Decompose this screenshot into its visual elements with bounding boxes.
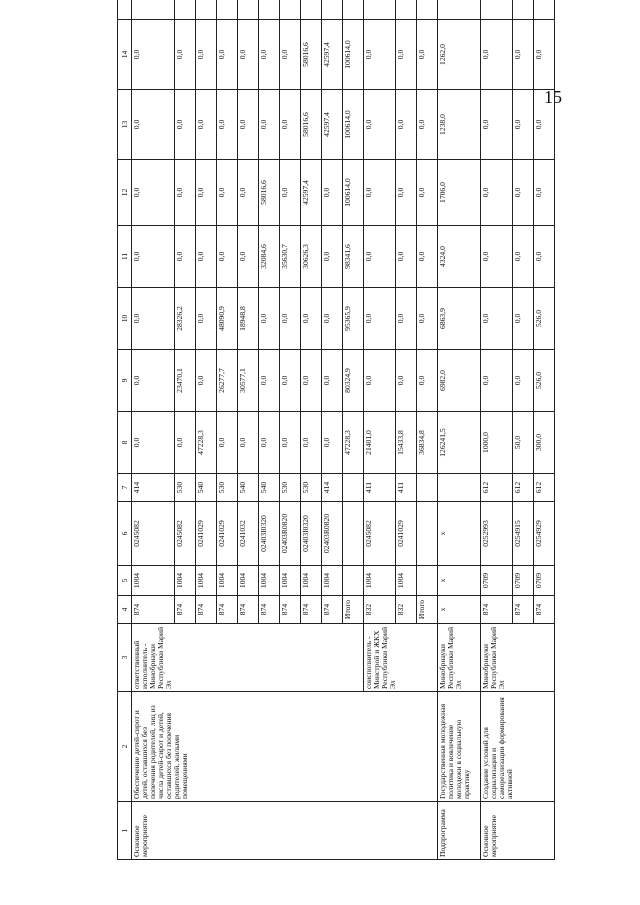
table-cell-col-4: 874	[259, 596, 280, 624]
table-cell-col-14: 0,0	[280, 20, 301, 90]
table-cell-col-8: 0,0	[238, 412, 259, 474]
table-cell-col-9: 0,0	[196, 350, 217, 412]
table-cell-col-4: Итого	[417, 596, 438, 624]
table-cell-col-4: 832	[396, 596, 417, 624]
table-cell-col-5: 1004	[396, 566, 417, 596]
table-cell-col-12: 0,0	[280, 160, 301, 226]
table-cell-col-5: 1004	[238, 566, 259, 596]
col-number-14: 14	[118, 20, 132, 90]
table-cell-col-7: 612	[534, 474, 555, 502]
table-cell-col-14: 0,0	[175, 20, 196, 90]
table-cell-col-7	[438, 474, 481, 502]
table-cell-col-15	[280, 0, 301, 20]
table-cell-col-6: x	[438, 502, 481, 566]
table-cell-col-15	[175, 0, 196, 20]
table-row	[438, 0, 481, 860]
table-cell-col-5: 0709	[513, 566, 534, 596]
table-cell-col-14: 58016,6	[301, 20, 322, 90]
table-cell-col-3: ответственный исполнитель - Минобрнауки Республики Марий Эл	[132, 624, 364, 692]
table-cell-col-6: 0252993	[481, 502, 513, 566]
table-cell-col-4: 874	[280, 596, 301, 624]
table-cell-col-15	[343, 0, 364, 20]
table-cell-col-5: 1004	[175, 566, 196, 596]
col-number-15	[118, 0, 132, 20]
table-cell-col-15	[132, 0, 175, 20]
table-cell-col-14: 100614,0	[343, 20, 364, 90]
table-cell-col-9: 0,0	[396, 350, 417, 412]
table-cell-col-15	[417, 0, 438, 20]
table-cell-col-3: Минобрнауки Республики Марий Эл	[481, 624, 555, 692]
table-cell-col-8: 50,0	[513, 412, 534, 474]
table-cell-col-1: Подпрограмма	[438, 802, 481, 860]
table-cell-col-11: 0,0	[481, 226, 513, 288]
table-cell-col-10: 95365,9	[343, 288, 364, 350]
table-cell-col-6: 0254915	[513, 502, 534, 566]
table-cell-col-11: 0,0	[238, 226, 259, 288]
table-cell-col-6: 0241032	[238, 502, 259, 566]
table-cell-col-4: x	[438, 596, 481, 624]
table-cell-col-4: Итого	[343, 596, 364, 624]
table-cell-col-13: 0,0	[132, 90, 175, 160]
table-cell-col-12: 0,0	[364, 160, 396, 226]
table-cell-col-6: 0241029	[196, 502, 217, 566]
table-row	[481, 0, 513, 860]
table-cell-col-4: 874	[217, 596, 238, 624]
table-cell-col-12: 1706,0	[438, 160, 481, 226]
table-cell-col-11: 0,0	[513, 226, 534, 288]
table-cell-col-13: 58016,6	[301, 90, 322, 160]
table-cell-col-5: 1004	[364, 566, 396, 596]
table-cell-col-11: 4324,0	[438, 226, 481, 288]
table-cell-col-10: 0,0	[301, 288, 322, 350]
table-cell-col-14: 42597,4	[322, 20, 343, 90]
table-cell-col-3: Минобрнауки Республики Марий Эл	[438, 624, 481, 692]
table-cell-col-6: 02403I0320	[301, 502, 322, 566]
table-cell-col-7	[417, 474, 438, 502]
table-cell-col-13: 0,0	[259, 90, 280, 160]
table-cell-col-12: 0,0	[175, 160, 196, 226]
table-cell-col-8: 300,0	[534, 412, 555, 474]
table-cell-col-11: 32084,6	[259, 226, 280, 288]
table-cell-col-10: 0,0	[259, 288, 280, 350]
table-cell-col-3: соисполнитель - Минстрой и ЖКХ Республики Марий Эл	[364, 624, 438, 692]
col-number-3: 3	[118, 624, 132, 692]
table-cell-col-8: 47228,3	[196, 412, 217, 474]
col-number-2: 2	[118, 692, 132, 802]
table-cell-col-9: 0,0	[301, 350, 322, 412]
table-cell-col-10: 0,0	[322, 288, 343, 350]
col-number-6: 6	[118, 502, 132, 566]
table-cell-col-10: 6863,9	[438, 288, 481, 350]
table-cell-col-13: 0,0	[513, 90, 534, 160]
table-cell-col-12: 58016,6	[259, 160, 280, 226]
table-cell-col-7: 530	[301, 474, 322, 502]
table-cell-col-15	[438, 0, 481, 20]
col-number-13: 13	[118, 90, 132, 160]
table-cell-col-12: 0,0	[196, 160, 217, 226]
table-cell-col-6: 02403R0820	[322, 502, 343, 566]
table-cell-col-6	[417, 502, 438, 566]
table-cell-col-7: 414	[322, 474, 343, 502]
table-cell-col-9: 0,0	[513, 350, 534, 412]
table-cell-col-5	[417, 566, 438, 596]
table-cell-col-5: x	[438, 566, 481, 596]
table-cell-col-7: 530	[280, 474, 301, 502]
table-cell-col-8: 1000,0	[481, 412, 513, 474]
table-cell-col-13: 0,0	[396, 90, 417, 160]
table-cell-col-10: 48090,9	[217, 288, 238, 350]
table-cell-col-9: 526,0	[534, 350, 555, 412]
table-cell-col-12: 100614,0	[343, 160, 364, 226]
table-cell-col-5: 1004	[280, 566, 301, 596]
table-cell-col-9: 0,0	[259, 350, 280, 412]
table-cell-col-5: 1004	[217, 566, 238, 596]
table-cell-col-10: 526,0	[534, 288, 555, 350]
table-cell-col-8: 0,0	[175, 412, 196, 474]
table-cell-col-4: 874	[175, 596, 196, 624]
table-cell-col-10: 0,0	[280, 288, 301, 350]
table-cell-col-4: 832	[364, 596, 396, 624]
table-cell-col-5: 1004	[259, 566, 280, 596]
table-cell-col-12: 0,0	[417, 160, 438, 226]
table-cell-col-15	[513, 0, 534, 20]
table-cell-col-7: 411	[364, 474, 396, 502]
table-cell-col-12: 0,0	[238, 160, 259, 226]
table-row	[132, 0, 175, 860]
table-cell-col-8: 0,0	[132, 412, 175, 474]
table-cell-col-15	[259, 0, 280, 20]
table-cell-col-6: 0245082	[175, 502, 196, 566]
table-cell-col-6: 02403I0320	[259, 502, 280, 566]
table-cell-col-8: 0,0	[301, 412, 322, 474]
table-cell-col-14: 0,0	[196, 20, 217, 90]
table-cell-col-15	[217, 0, 238, 20]
table-cell-col-10: 0,0	[396, 288, 417, 350]
table-cell-col-2: Обеспечение детей-сирот и детей, оставшихся без попечения родителей, лиц из числа детей-сирот и детей, оставшихся без попечения родителей, жилыми помещениями	[132, 692, 438, 802]
table-cell-col-8: 0,0	[217, 412, 238, 474]
table-cell-col-10: 0,0	[132, 288, 175, 350]
col-number-4: 4	[118, 596, 132, 624]
table-cell-col-10: 0,0	[513, 288, 534, 350]
table-cell-col-7: 530	[217, 474, 238, 502]
table-cell-col-9: 23470,1	[175, 350, 196, 412]
table-cell-col-12: 0,0	[132, 160, 175, 226]
table-cell-col-13: 0,0	[481, 90, 513, 160]
table-cell-col-12: 0,0	[534, 160, 555, 226]
table-cell-col-11: 0,0	[175, 226, 196, 288]
table-cell-col-5: 0709	[481, 566, 513, 596]
table-cell-col-11: 30626,3	[301, 226, 322, 288]
table-cell-col-9: 80324,9	[343, 350, 364, 412]
table-cell-col-4: 874	[301, 596, 322, 624]
budget-table	[117, 0, 555, 860]
table-cell-col-8: 21401,0	[364, 412, 396, 474]
table-cell-col-12: 0,0	[481, 160, 513, 226]
table-cell-col-4: 874	[238, 596, 259, 624]
table-cell-col-6: 0245082	[132, 502, 175, 566]
table-cell-col-4: 874	[196, 596, 217, 624]
table-cell-col-7: 540	[238, 474, 259, 502]
table-cell-col-12: 0,0	[396, 160, 417, 226]
table-cell-col-14: 0,0	[364, 20, 396, 90]
table-cell-col-15	[301, 0, 322, 20]
table-cell-col-13: 0,0	[238, 90, 259, 160]
table-cell-col-13: 0,0	[175, 90, 196, 160]
table-cell-col-11: 0,0	[196, 226, 217, 288]
table-cell-col-11: 0,0	[322, 226, 343, 288]
table-cell-col-2: Государственная молодежная политика и вовлечение молодежи в социальную практику	[438, 692, 481, 802]
table-cell-col-12: 42597,4	[301, 160, 322, 226]
rotated-table-sheet	[117, 0, 543, 860]
table-cell-col-13: 0,0	[280, 90, 301, 160]
table-cell-col-13: 1238,0	[438, 90, 481, 160]
col-number-11: 11	[118, 226, 132, 288]
table-cell-col-15	[238, 0, 259, 20]
col-number-7: 7	[118, 474, 132, 502]
col-number-1: 1	[118, 802, 132, 860]
col-number-9: 9	[118, 350, 132, 412]
table-cell-col-15	[322, 0, 343, 20]
table-cell-col-9: 0,0	[417, 350, 438, 412]
table-cell-col-10: 28326,2	[175, 288, 196, 350]
table-cell-col-14: 0,0	[238, 20, 259, 90]
table-cell-col-5: 0709	[534, 566, 555, 596]
table-cell-col-11: 0,0	[534, 226, 555, 288]
table-cell-col-9: 0,0	[132, 350, 175, 412]
table-cell-col-13: 0,0	[217, 90, 238, 160]
table-cell-col-8: 0,0	[322, 412, 343, 474]
table-cell-col-13: 42597,4	[322, 90, 343, 160]
table-cell-col-5: 1004	[322, 566, 343, 596]
col-number-5: 5	[118, 566, 132, 596]
table-cell-col-14: 0,0	[396, 20, 417, 90]
table-cell-col-6: 0254929	[534, 502, 555, 566]
table-cell-col-6: 0241029	[217, 502, 238, 566]
table-cell-col-14: 0,0	[259, 20, 280, 90]
table-cell-col-7: 414	[132, 474, 175, 502]
table-cell-col-15	[396, 0, 417, 20]
table-cell-col-1: Основное мероприятие	[132, 802, 438, 860]
table-cell-col-15	[364, 0, 396, 20]
table-cell-col-8: 47228,3	[343, 412, 364, 474]
col-number-12: 12	[118, 160, 132, 226]
table-cell-col-7: 612	[481, 474, 513, 502]
table-cell-col-14: 1262,0	[438, 20, 481, 90]
table-cell-col-12: 0,0	[513, 160, 534, 226]
table-cell-col-5: 1004	[196, 566, 217, 596]
table-cell-col-11: 0,0	[132, 226, 175, 288]
table-cell-col-5: 1004	[132, 566, 175, 596]
table-cell-col-9: 0,0	[322, 350, 343, 412]
col-number-10: 10	[118, 288, 132, 350]
table-cell-col-15	[534, 0, 555, 20]
table-cell-col-7: 411	[396, 474, 417, 502]
table-cell-col-12: 0,0	[322, 160, 343, 226]
table-cell-col-5: 1004	[301, 566, 322, 596]
table-cell-col-7: 530	[175, 474, 196, 502]
table-cell-col-9: 0,0	[481, 350, 513, 412]
table-cell-col-8: 0,0	[280, 412, 301, 474]
table-cell-col-4: 874	[513, 596, 534, 624]
table-cell-col-14: 0,0	[417, 20, 438, 90]
page-number: 15	[544, 87, 562, 107]
table-cell-col-1: Основное мероприятие	[481, 802, 555, 860]
table-cell-col-6: 02403R0820	[280, 502, 301, 566]
table-cell-col-4: 874	[132, 596, 175, 624]
table-cell-col-9: 0,0	[280, 350, 301, 412]
table-cell-col-6: 0241029	[396, 502, 417, 566]
table-cell-col-10: 0,0	[364, 288, 396, 350]
table-cell-col-10: 0,0	[196, 288, 217, 350]
table-cell-col-9: 30577,1	[238, 350, 259, 412]
table-cell-col-14: 0,0	[534, 20, 555, 90]
table-cell-col-15	[196, 0, 217, 20]
table-cell-col-7: 612	[513, 474, 534, 502]
table-cell-col-14: 0,0	[481, 20, 513, 90]
table-cell-col-7	[343, 474, 364, 502]
table-cell-col-13: 100614,0	[343, 90, 364, 160]
table-cell-col-11: 0,0	[217, 226, 238, 288]
table-cell-col-13: 0,0	[196, 90, 217, 160]
table-cell-col-6: 0245082	[364, 502, 396, 566]
table-cell-col-13: 0,0	[364, 90, 396, 160]
table-cell-col-11: 98341,6	[343, 226, 364, 288]
table-cell-col-9: 6982,0	[438, 350, 481, 412]
table-cell-col-11: 0,0	[396, 226, 417, 288]
table-cell-col-8: 0,0	[259, 412, 280, 474]
table-cell-col-12: 0,0	[217, 160, 238, 226]
table-cell-col-2: Создание условий для социализации и самореализации формирования активной	[481, 692, 555, 802]
table-cell-col-11: 0,0	[364, 226, 396, 288]
table-cell-col-13: 0,0	[417, 90, 438, 160]
table-cell-col-15	[481, 0, 513, 20]
table-cell-col-10: 0,0	[481, 288, 513, 350]
table-cell-col-10: 18948,8	[238, 288, 259, 350]
table-cell-col-4: 874	[481, 596, 513, 624]
table-cell-col-7: 540	[259, 474, 280, 502]
table-cell-col-5	[343, 566, 364, 596]
column-number-row	[118, 0, 132, 860]
table-cell-col-9: 26277,7	[217, 350, 238, 412]
table-body	[132, 0, 555, 860]
table-cell-col-11: 0,0	[417, 226, 438, 288]
col-number-8: 8	[118, 412, 132, 474]
table-cell-col-13: 0,0	[534, 90, 555, 160]
table-cell-col-4: 874	[534, 596, 555, 624]
table-cell-col-4: 874	[322, 596, 343, 624]
table-cell-col-8: 36834,8	[417, 412, 438, 474]
table-cell-col-8: 15433,8	[396, 412, 417, 474]
table-cell-col-14: 0,0	[513, 20, 534, 90]
table-cell-col-14: 0,0	[217, 20, 238, 90]
table-cell-col-11: 35630,7	[280, 226, 301, 288]
table-cell-col-6	[343, 502, 364, 566]
table-cell-col-7: 540	[196, 474, 217, 502]
table-cell-col-14: 0,0	[132, 20, 175, 90]
table-cell-col-10: 0,0	[417, 288, 438, 350]
table-cell-col-8: 126241,5	[438, 412, 481, 474]
table-cell-col-9: 0,0	[364, 350, 396, 412]
